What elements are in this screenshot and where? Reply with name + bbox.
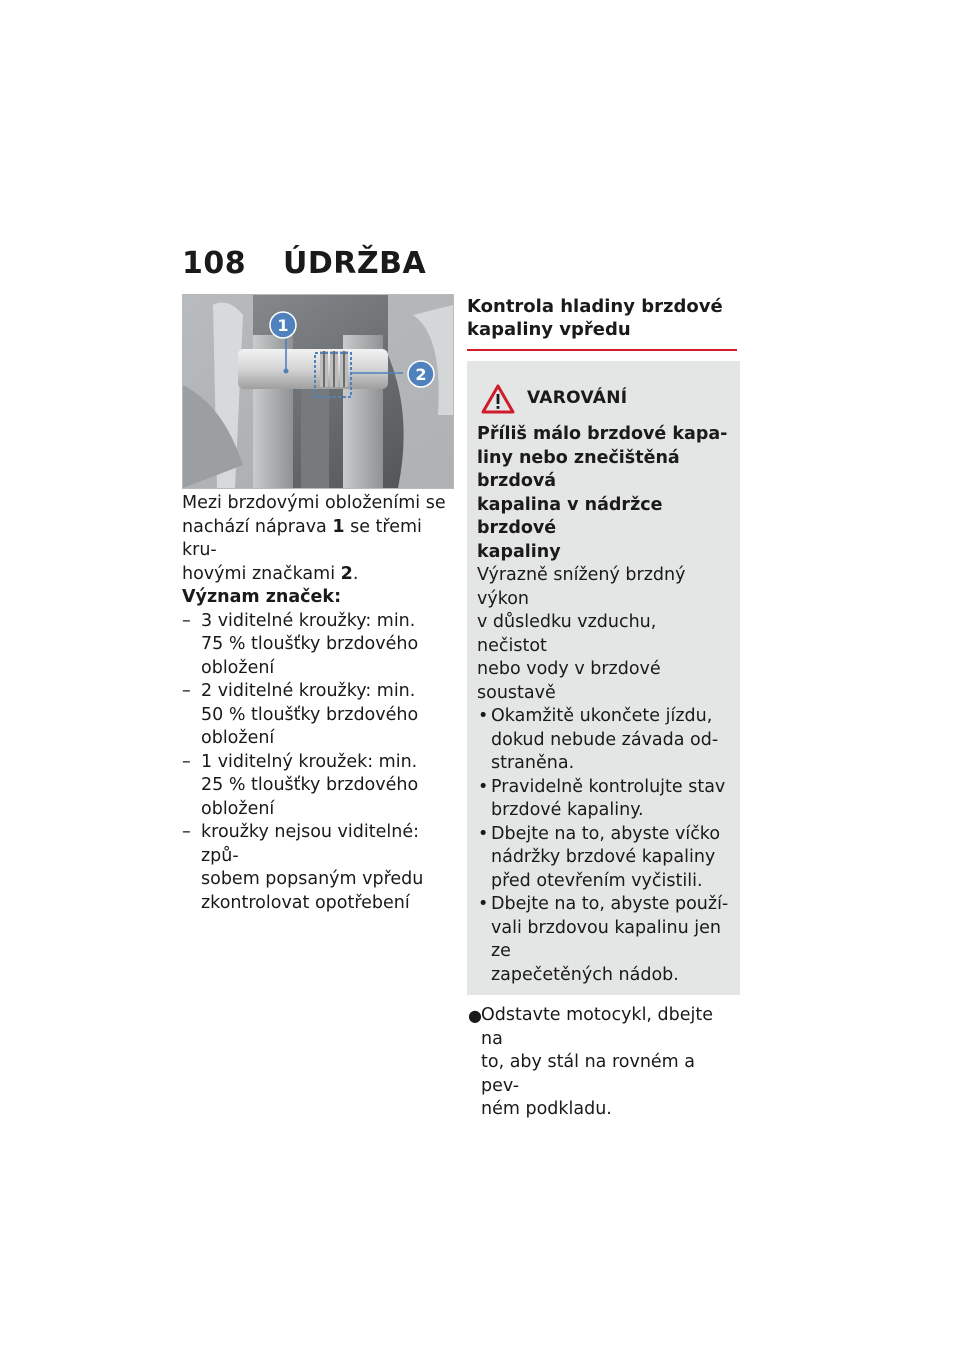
- section-title: [467, 296, 737, 351]
- line: nebo vody v brzdové soustavě: [477, 659, 661, 703]
- callout-2-label: 2: [415, 365, 427, 384]
- list-item: [182, 610, 454, 681]
- list-item: [182, 821, 454, 915]
- section-title-line: Kontrola hladiny brzdové: [467, 296, 723, 317]
- line: Okamžitě ukončete jízdu,: [491, 706, 713, 726]
- intro-line-1: Mezi brzdovými obloženími se: [182, 493, 446, 513]
- line: kroužky nejsou viditelné: způ-: [201, 822, 419, 866]
- action-list: [467, 1004, 737, 1122]
- line: v důsledku vzduchu, nečistot: [477, 612, 657, 656]
- line: před otevřením vyčistili.: [491, 870, 703, 891]
- brake-pad-figure: [182, 294, 454, 489]
- meaning-heading: Význam značek:: [182, 587, 342, 607]
- page-title: ÚDRŽBA: [283, 246, 427, 281]
- list-item: [477, 705, 730, 776]
- line: zapečetěných nádob.: [491, 964, 679, 985]
- warning-box: [467, 361, 740, 995]
- section-title-line: kapaliny vpředu: [467, 318, 631, 340]
- line: brzdové kapaliny.: [491, 800, 644, 820]
- intro-line-3a: hovými značkami: [182, 563, 341, 584]
- list-item: [477, 823, 730, 894]
- callout-ref-2: 2: [340, 563, 353, 584]
- bullet-marker: •: [478, 894, 489, 914]
- line: straněna.: [491, 753, 575, 773]
- line: kapaliny: [477, 541, 561, 562]
- warning-bullet-list: [477, 705, 730, 987]
- line: to, aby stál na rovném a pev-: [481, 1052, 696, 1096]
- line: vali brzdovou kapalinu jen ze: [491, 917, 721, 961]
- line: Odstavte motocykl, dbejte na: [481, 1005, 714, 1049]
- line: Dbejte na to, abyste použí-: [491, 894, 729, 914]
- brake-pad-illustration: [183, 295, 453, 488]
- bullet-marker: •: [478, 706, 489, 726]
- dash-marker: –: [182, 822, 191, 842]
- warning-heading: [477, 423, 730, 564]
- warning-triangle-icon: [481, 384, 515, 414]
- line: liny nebo znečištěná brzdová: [477, 447, 680, 491]
- list-item: [182, 680, 454, 751]
- line: 25 % tloušťky brzdového: [201, 775, 419, 795]
- left-column: [182, 492, 454, 915]
- line: Výrazně snížený brzdný výkon: [477, 565, 686, 609]
- dash-marker: –: [182, 610, 191, 631]
- line: Pravidelně kontrolujte stav: [491, 776, 726, 797]
- line: 1 viditelný kroužek: min.: [201, 751, 418, 772]
- list-item: [182, 751, 454, 822]
- dash-marker: –: [182, 751, 191, 772]
- line: 3 viditelné kroužky: min.: [201, 610, 416, 631]
- line: Dbejte na to, abyste víčko: [491, 823, 721, 844]
- line: zkontrolovat opotřebení: [201, 892, 410, 913]
- warning-text: [477, 564, 730, 705]
- bullet-marker: •: [478, 823, 489, 844]
- right-column: [467, 296, 737, 1122]
- line: 50 % tloušťky brzdového: [201, 704, 419, 725]
- intro-paragraph: [182, 492, 454, 586]
- line: kapalina v nádržce brzdové: [477, 494, 663, 538]
- dash-marker: –: [182, 681, 191, 701]
- wear-indicator-list: [182, 610, 454, 916]
- list-item: [477, 776, 730, 823]
- line: obložení: [201, 657, 275, 678]
- intro-line-2b: se třemi kru-: [182, 516, 422, 560]
- line: Příliš málo brzdové kapa-: [477, 424, 728, 444]
- line: obložení: [201, 798, 275, 819]
- line: obložení: [201, 728, 275, 748]
- callout-1-label: 1: [277, 316, 289, 335]
- page-number: 108: [182, 246, 247, 281]
- line: sobem popsaným vpředu: [201, 869, 424, 889]
- bullet-marker: •: [478, 776, 489, 797]
- action-bullet-marker: ●: [468, 1006, 482, 1025]
- line: nádržky brzdové kapaliny: [491, 847, 716, 867]
- line: 75 % tloušťky brzdového: [201, 634, 419, 654]
- line: dokud nebude závada od-: [491, 729, 719, 750]
- line: 2 viditelné kroužky: min.: [201, 681, 416, 701]
- action-step: [467, 1004, 737, 1122]
- intro-line-3b: .: [352, 563, 359, 584]
- list-item: [477, 893, 730, 987]
- warning-label: VAROVÁNÍ: [527, 388, 628, 409]
- callout-ref-1: 1: [332, 516, 345, 537]
- intro-line-2a: nachází náprava: [182, 516, 333, 537]
- warning-header: [477, 381, 730, 417]
- line: ném podkladu.: [481, 1099, 612, 1119]
